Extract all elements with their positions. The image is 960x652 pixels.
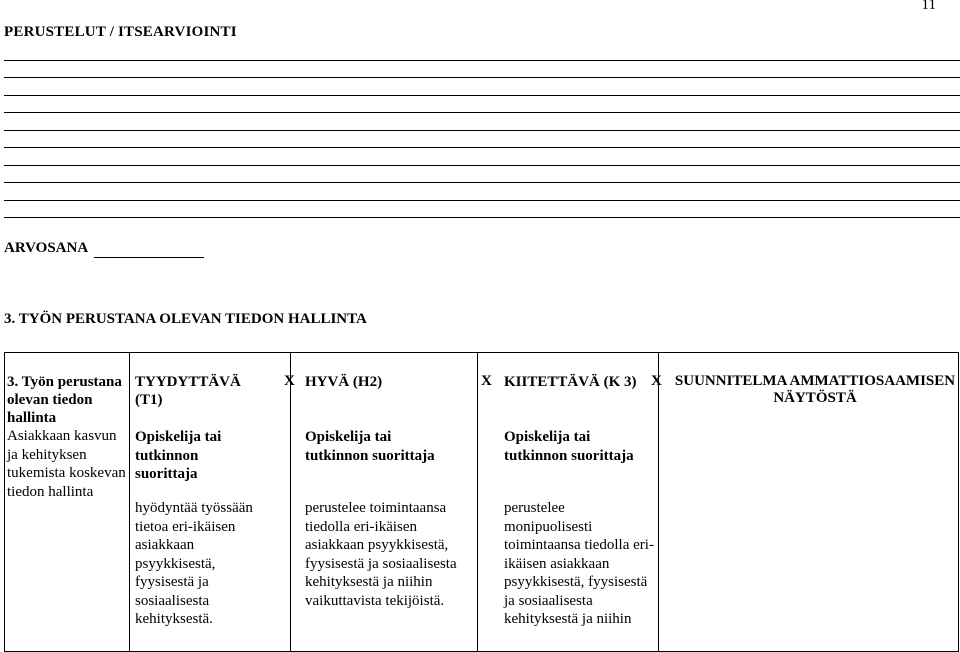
answer-line[interactable] [4, 112, 960, 113]
level-who-h2: Opiskelija tai tutkinnon suorittaja [305, 429, 435, 464]
level-heading-h2: HYVÄ (H2) [305, 374, 383, 390]
answer-line[interactable] [4, 60, 960, 61]
criteria-heading: 3. TYÖN PERUSTANA OLEVAN TIEDON HALLINTA [4, 311, 367, 327]
checkbox-mark-h2[interactable]: X [481, 373, 492, 389]
topic-cell [5, 353, 130, 652]
level-who-t1: Opiskelija tai tutkinnon suorittaja [135, 429, 222, 482]
topic-description: Asiakkaan kasvun ja kehityksen tukemista koskevan tiedon hallinta [7, 428, 126, 500]
level-cell-h2 [291, 353, 478, 652]
answer-line[interactable] [4, 77, 960, 78]
grade-blank-line[interactable] [94, 257, 204, 258]
level-heading-t1: TYYDYTTÄVÄ (T1) [135, 374, 241, 408]
answer-line[interactable] [4, 147, 960, 148]
answer-line[interactable] [4, 165, 960, 166]
level-heading-k3: KIITETTÄVÄ (K 3) [504, 374, 637, 390]
plan-cell [651, 353, 959, 652]
level-cell-t1 [130, 353, 295, 652]
page-number: 11 [921, 0, 936, 13]
topic-title: 3. Työn perustana olevan tiedon hallinta [7, 374, 122, 426]
checkbox-mark-t1[interactable]: X [284, 373, 295, 389]
level-description-k3: perustelee monipuolisesti toimintaansa tiedolla eri-ikäisen asiakkaan psyykkisestä, fyysisestä ja sosiaalisesta kehityksestä ja niihin [504, 500, 654, 627]
level-cell-k3 [478, 353, 659, 652]
checkbox-mark-k3[interactable]: X [651, 373, 662, 389]
section-title: PERUSTELUT / ITSEARVIOINTI [4, 24, 237, 40]
answer-line[interactable] [4, 182, 960, 183]
answer-line[interactable] [4, 217, 960, 218]
level-description-h2: perustelee toimintaansa tiedolla eri-ikäisen asiakkaan psyykkisestä, fyysisestä ja sosiaalisesta kehityksestä ja niihin vaikuttavista tekijöistä. [305, 500, 457, 609]
answer-line[interactable] [4, 200, 960, 201]
grade-label: ARVOSANA [4, 240, 89, 256]
level-who-k3: Opiskelija tai tutkinnon suorittaja [504, 429, 634, 464]
plan-heading: SUUNNITELMA AMMATTIOSAAMISEN NÄYTÖSTÄ [674, 373, 956, 406]
assessment-rubric-table [4, 352, 959, 652]
answer-line[interactable] [4, 130, 960, 131]
answer-line[interactable] [4, 95, 960, 96]
level-description-t1: hyödyntää työssään tietoa eri-ikäisen asiakkaan psyykkisestä, fyysisestä ja sosiaalisesta kehityksestä. [135, 500, 253, 627]
